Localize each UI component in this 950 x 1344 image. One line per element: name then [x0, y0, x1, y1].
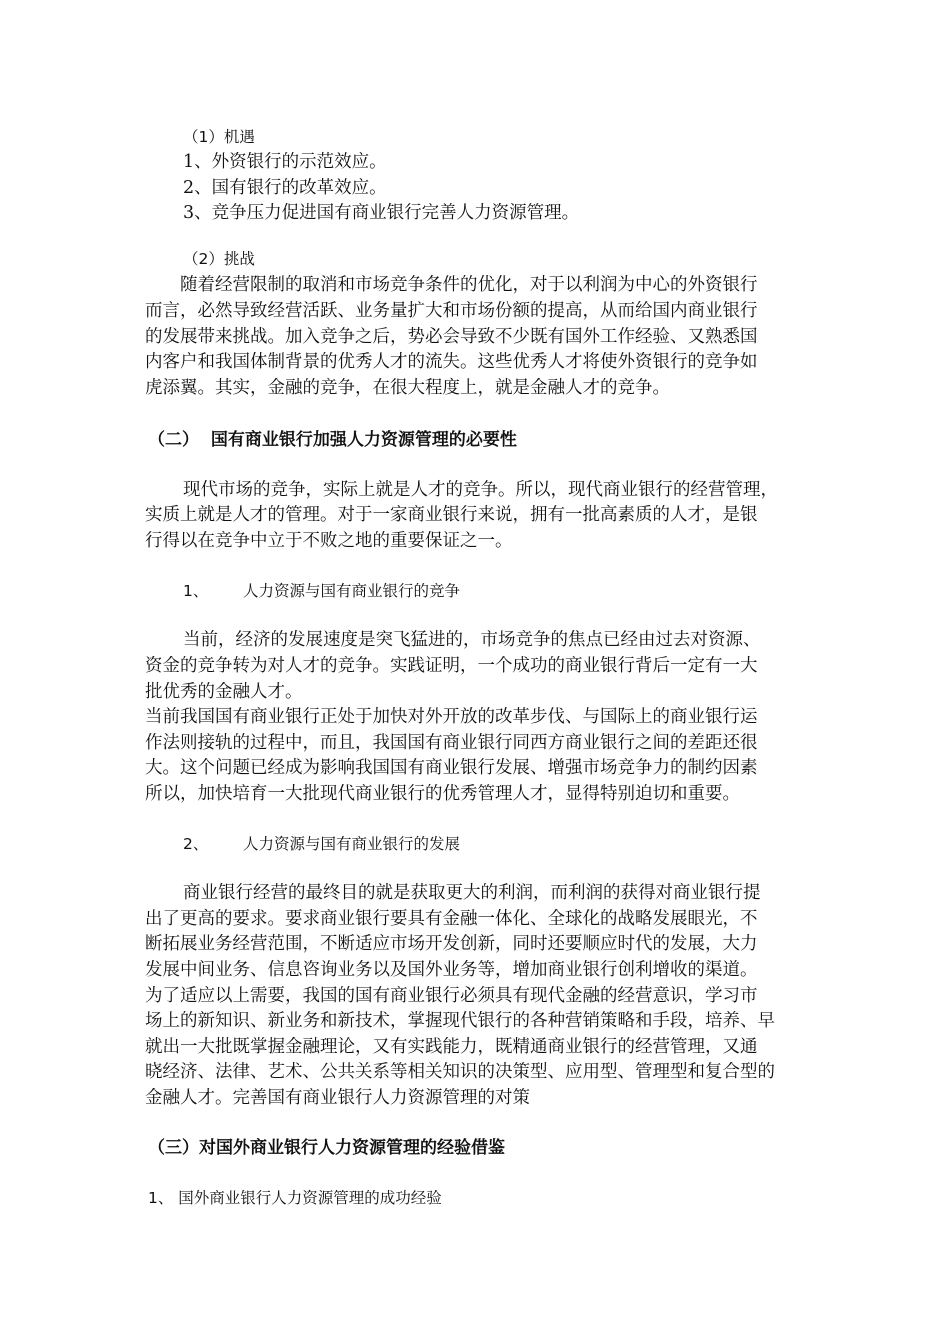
sub-one-paragraph-line: 当前，经济的发展速度是突飞猛进的，市场竞争的焦点已经由过去对资源、: [183, 630, 761, 650]
sub-one-paragraph-line: 当前我国国有商业银行正处于加快对外开放的改革步伐、与国际上的商业银行运: [145, 707, 758, 727]
sub-one-paragraph-line: 大。这个问题已经成为影响我国国有商业银行发展、增强市场竞争力的制约因素: [145, 758, 758, 778]
challenge-paragraph-line: 的发展带来挑战。加入竞争之后，势必会导致不少既有国外工作经验、又熟悉国: [145, 327, 758, 347]
challenge-heading: （2）挑战: [183, 250, 255, 268]
opportunity-item: 2、国有银行的改革效应。: [183, 178, 387, 198]
sub-one-paragraph-line: 批优秀的金融人才。: [145, 682, 303, 702]
sub-two-paragraph-line: 金融人才。完善国有商业银行人力资源管理的对策: [145, 1088, 530, 1108]
challenge-paragraph-line: 而言，必然导致经营活跃、业务量扩大和市场份额的提高，从而给国内商业银行: [145, 301, 758, 321]
sub-two-number: 2、: [183, 835, 209, 853]
challenge-paragraph-line: 内客户和我国体制背景的优秀人才的流失。这些优秀人才将使外资银行的竞争如: [145, 352, 758, 372]
sub-one-paragraph-line: 作法则接轨的过程中，而且，我国国有商业银行同西方商业银行之间的差距还很: [145, 733, 758, 753]
sub-two-paragraph-line: 商业银行经营的最终目的就是获取更大的利润，而利润的获得对商业银行提: [183, 883, 761, 903]
opportunity-item: 1、外资银行的示范效应。: [183, 152, 387, 172]
sub-two-paragraph-line: 出了更高的要求。要求商业银行要具有金融一体化、全球化的战略发展眼光，不: [145, 909, 758, 929]
section-three-heading: （三）对国外商业银行人力资源管理的经验借鉴: [148, 1138, 505, 1158]
sub-two-paragraph-line: 为了适应以上需要，我国的国有商业银行必须具有现代金融的经营意识，学习市: [145, 986, 758, 1006]
sub-two-paragraph-line: 断拓展业务经营范围，不断适应市场开发创新，同时还要顺应时代的发展，大力: [145, 934, 758, 954]
sub-one-paragraph-line: 资金的竞争转为对人才的竞争。实践证明，一个成功的商业银行背后一定有一大: [145, 656, 758, 676]
opportunity-heading: （1）机遇: [183, 128, 255, 146]
sub-two-paragraph-line: 晓经济、法律、艺术、公共关系等相关知识的决策型、应用型、管理型和复合型的: [145, 1062, 775, 1082]
section-three-subheading: 1、 国外商业银行人力资源管理的成功经验: [148, 1189, 442, 1207]
sub-one-title: 人力资源与国有商业银行的竞争: [243, 582, 461, 600]
section-two-paragraph-line: 行得以在竞争中立于不败之地的重要保证之一。: [145, 531, 513, 551]
sub-two-paragraph-line: 发展中间业务、信息咨询业务以及国外业务等，增加商业银行创利增收的渠道。: [145, 960, 758, 980]
sub-one-number: 1、: [183, 582, 209, 600]
challenge-paragraph-line: 虎添翼。其实，金融的竞争，在很大程度上，就是金融人才的竞争。: [145, 378, 670, 398]
sub-one-paragraph-line: 所以，加快培育一大批现代商业银行的优秀管理人才，显得特别迫切和重要。: [145, 784, 740, 804]
sub-two-title: 人力资源与国有商业银行的发展: [243, 835, 461, 853]
sub-two-paragraph-line: 就出一大批既掌握金融理论，又有实践能力，既精通商业银行的经营管理，又通: [145, 1037, 758, 1057]
section-two-paragraph-line: 现代市场的竞争，实际上就是人才的竞争。所以，现代商业银行的经营管理，: [183, 480, 778, 500]
challenge-paragraph-line: 随着经营限制的取消和市场竞争条件的优化，对于以利润为中心的外资银行: [180, 275, 758, 295]
sub-two-paragraph-line: 场上的新知识、新业务和新技术，掌握现代银行的各种营销策略和手段，培养、早: [145, 1011, 775, 1031]
opportunity-item: 3、竞争压力促进国有商业银行完善人力资源管理。: [183, 203, 580, 223]
section-two-paragraph-line: 实质上就是人才的管理。对于一家商业银行来说，拥有一批高素质的人才，是银: [145, 505, 758, 525]
section-two-heading: （二） 国有商业银行加强人力资源管理的必要性: [148, 430, 517, 450]
